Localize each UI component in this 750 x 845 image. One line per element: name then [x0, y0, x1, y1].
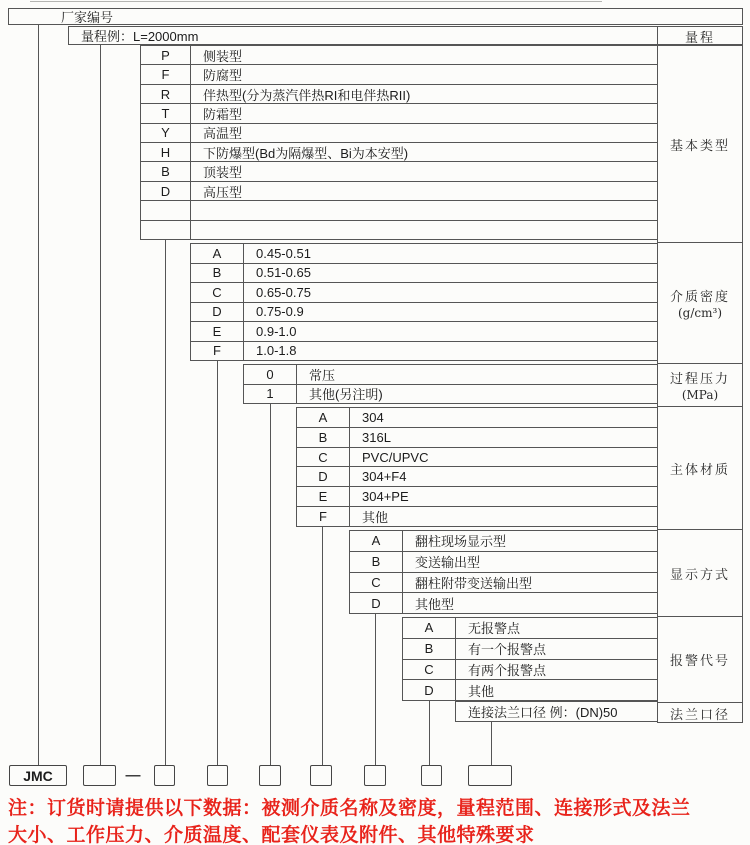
category-basic-type: [658, 45, 742, 242]
medium-density-desc-cell: 0.51-0.65: [256, 265, 311, 281]
body-material-block: [296, 407, 658, 527]
process-pressure-code-cell: 0: [244, 365, 297, 384]
medium-density-row: [191, 283, 657, 303]
body-material-code-cell: C: [297, 448, 350, 467]
medium-density-block: [190, 243, 658, 361]
body-material-row: [297, 507, 657, 526]
flange-size-row: [455, 701, 658, 722]
basic-type-row: [141, 104, 657, 123]
medium-density-code-cell: F: [191, 342, 244, 361]
basic-type-desc-cell: [191, 201, 657, 219]
category-display-mode-label: 显示方式: [669, 567, 730, 583]
medium-density-code-cell: D: [191, 303, 244, 322]
category-flange-size-label: 法兰口径: [669, 708, 730, 723]
medium-density-desc-cell: 1.0-1.8: [256, 343, 297, 359]
process-pressure-code-cell: 1: [244, 385, 297, 404]
category-body-material: [658, 406, 742, 529]
body-material-desc-cell: 304+PE: [362, 489, 409, 505]
basic-type-desc-cell: 侧装型: [203, 48, 243, 64]
medium-density-desc-cell: 0.65-0.75: [256, 284, 311, 300]
basic-type-code-cell: [141, 221, 191, 239]
medium-density-row: [191, 303, 657, 323]
model-code-box: [421, 765, 442, 786]
body-material-code-cell: D: [297, 467, 350, 486]
body-material-row: [297, 448, 657, 468]
basic-type-row: [141, 221, 657, 239]
model-code-separator: —: [125, 767, 141, 784]
body-material-row: [297, 428, 657, 448]
range-row-label: 量程例：L=2000mm: [81, 29, 199, 44]
body-material-desc-cell: 304+F4: [362, 469, 407, 485]
basic-type-code-cell: B: [141, 162, 191, 180]
connector-line: [270, 404, 271, 765]
category-medium-density-label: 介质密度: [669, 290, 730, 305]
model-code-box: [154, 765, 175, 786]
body-material-row: [297, 467, 657, 487]
basic-type-row: [141, 46, 657, 65]
basic-type-desc-cell: [191, 221, 657, 239]
basic-type-desc-cell: 伴热型(分为蒸汽伴热RI和电伴热RII): [203, 87, 411, 103]
connector-line: [429, 701, 430, 765]
basic-type-desc-cell: 高压型: [203, 184, 243, 200]
basic-type-code-cell: R: [141, 85, 191, 103]
basic-type-code-cell: D: [141, 182, 191, 200]
category-flange-size: [658, 702, 742, 724]
category-column: [657, 26, 743, 723]
ordering-note: [8, 795, 748, 845]
category-process-pressure-sublabel: (MPa): [681, 388, 719, 402]
basic-type-row: [141, 201, 657, 220]
basic-type-code-cell: P: [141, 46, 191, 64]
display-mode-desc-cell: 翻柱现场显示型: [415, 534, 507, 550]
alarm-code-row: [403, 680, 657, 700]
category-basic-type-label: 基本类型: [669, 138, 730, 154]
model-code-box: [468, 765, 512, 786]
display-mode-row: [350, 531, 657, 552]
model-code-box: [310, 765, 332, 786]
category-process-pressure: [658, 363, 742, 406]
medium-density-code-cell: C: [191, 283, 244, 302]
model-code-box: [259, 765, 281, 786]
medium-density-desc-cell: 0.45-0.51: [256, 245, 311, 261]
category-medium-density: [658, 242, 742, 363]
medium-density-row: [191, 264, 657, 284]
basic-type-code-cell: Y: [141, 124, 191, 142]
basic-type-row: [141, 143, 657, 162]
body-material-code-cell: A: [297, 408, 350, 427]
display-mode-row: [350, 593, 657, 613]
basic-type-code-cell: [141, 201, 191, 219]
basic-type-row: [141, 182, 657, 201]
body-material-row: [297, 487, 657, 507]
category-alarm-code: [658, 616, 742, 702]
display-mode-code-cell: C: [350, 573, 403, 593]
body-material-code-cell: E: [297, 487, 350, 506]
category-range: [658, 27, 742, 45]
alarm-code-desc-cell: 其他: [468, 683, 495, 699]
alarm-code-desc-cell: 有一个报警点: [468, 642, 547, 658]
basic-type-desc-cell: 顶装型: [203, 165, 243, 181]
medium-density-code-cell: B: [191, 264, 244, 283]
connector-line: [100, 45, 101, 765]
display-mode-desc-cell: 其他型: [415, 596, 455, 612]
display-mode-desc-cell: 变送输出型: [415, 555, 481, 571]
basic-type-desc-cell: 下防爆型(Bd为隔爆型、Bi为本安型): [203, 145, 409, 161]
medium-density-code-cell: A: [191, 244, 244, 263]
display-mode-row: [350, 552, 657, 573]
body-material-code-cell: B: [297, 428, 350, 447]
category-medium-density-sublabel: (g/cm³): [678, 306, 722, 320]
model-code-box: [83, 765, 116, 786]
alarm-code-code-cell: B: [403, 639, 456, 659]
process-pressure-desc-cell: 常压: [309, 367, 336, 383]
top-crop-line: [30, 1, 602, 2]
basic-type-block: [140, 45, 658, 240]
body-material-desc-cell: 其他: [362, 510, 389, 526]
body-material-desc-cell: 304: [362, 409, 384, 425]
alarm-code-row: [403, 639, 657, 660]
basic-type-row: [141, 124, 657, 143]
body-material-desc-cell: 316L: [362, 429, 391, 445]
process-pressure-desc-cell: 其他(另注明): [309, 387, 383, 403]
flange-size-label: 连接法兰口径 例：(DN)50: [468, 705, 618, 720]
manufacturer-row-label: 厂家编号: [61, 10, 114, 25]
medium-density-code-cell: E: [191, 322, 244, 341]
alarm-code-code-cell: C: [403, 660, 456, 680]
category-alarm-code-label: 报警代号: [669, 654, 730, 669]
alarm-code-row: [403, 660, 657, 681]
connector-line: [375, 614, 376, 765]
connector-line: [217, 361, 218, 765]
medium-density-row: [191, 342, 657, 361]
basic-type-desc-cell: 防霜型: [203, 106, 243, 122]
process-pressure-block: [243, 364, 658, 404]
display-mode-row: [350, 573, 657, 594]
connector-line: [322, 527, 323, 765]
basic-type-desc-cell: 高温型: [203, 126, 243, 142]
connector-line: [491, 721, 492, 765]
display-mode-block: [349, 530, 658, 614]
medium-density-desc-cell: 0.75-0.9: [256, 304, 304, 320]
display-mode-desc-cell: 翻柱附带变送输出型: [415, 575, 533, 591]
basic-type-row: [141, 65, 657, 84]
ordering-note-line2: 大小、工作压力、介质温度、配套仪表及附件、其他特殊要求: [8, 825, 535, 845]
process-pressure-row: [244, 365, 657, 385]
category-display-mode: [658, 529, 742, 616]
manufacturer-row: [8, 8, 743, 25]
model-prefix-box: JMC: [9, 765, 67, 786]
body-material-desc-cell: PVC/UPVC: [362, 449, 429, 465]
alarm-code-desc-cell: 无报警点: [468, 621, 521, 637]
category-range-label: 量程: [684, 30, 715, 46]
medium-density-desc-cell: 0.9-1.0: [256, 323, 297, 339]
display-mode-code-cell: A: [350, 531, 403, 551]
basic-type-code-cell: T: [141, 104, 191, 122]
alarm-code-block: [402, 617, 658, 701]
display-mode-code-cell: D: [350, 593, 403, 613]
medium-density-row: [191, 244, 657, 264]
category-process-pressure-label: 过程压力: [669, 372, 730, 387]
basic-type-code-cell: H: [141, 143, 191, 161]
alarm-code-row: [403, 618, 657, 639]
body-material-row: [297, 408, 657, 428]
range-row: [68, 26, 743, 45]
model-code-box: [364, 765, 386, 786]
process-pressure-row: [244, 385, 657, 404]
category-body-material-label: 主体材质: [669, 462, 730, 478]
connector-line: [38, 24, 39, 765]
model-code-box: [207, 765, 228, 786]
alarm-code-desc-cell: 有两个报警点: [468, 662, 547, 678]
basic-type-row: [141, 162, 657, 181]
ordering-note-line1: 注：订货时请提供以下数据：被测介质名称及密度，量程范围、连接形式及法兰: [8, 798, 691, 819]
body-material-code-cell: F: [297, 507, 350, 526]
basic-type-code-cell: F: [141, 65, 191, 83]
medium-density-row: [191, 322, 657, 342]
connector-line: [165, 240, 166, 765]
alarm-code-code-cell: A: [403, 618, 456, 638]
alarm-code-code-cell: D: [403, 680, 456, 700]
basic-type-row: [141, 85, 657, 104]
basic-type-desc-cell: 防腐型: [203, 68, 243, 84]
display-mode-code-cell: B: [350, 552, 403, 572]
